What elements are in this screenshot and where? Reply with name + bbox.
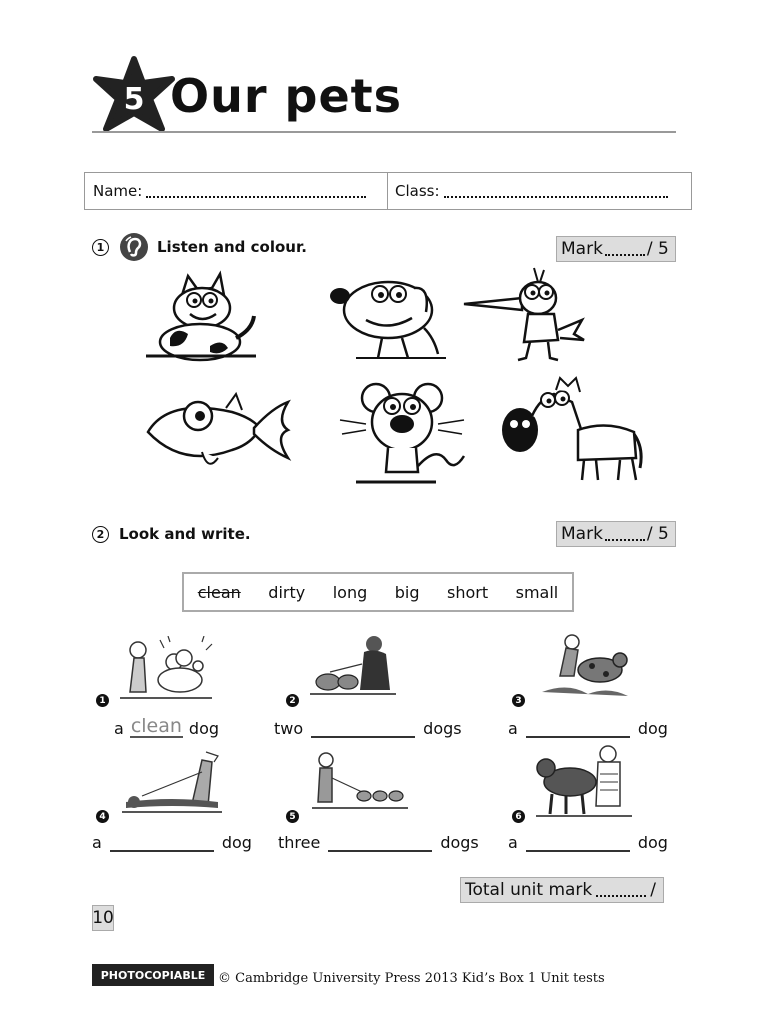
mark-total: / 5 xyxy=(646,524,669,544)
exercise-5-sentence xyxy=(278,832,479,852)
exercise-word: a xyxy=(508,719,518,738)
star-badge-icon xyxy=(92,55,176,135)
total-label: Total unit mark xyxy=(465,880,593,900)
exercise-word: a xyxy=(114,719,124,738)
copyright-text: © Cambridge University Press 2013 Kid’s Box 1 Unit tests xyxy=(218,971,605,986)
page-title: Our pets xyxy=(170,69,403,123)
exercise-3-sentence xyxy=(508,718,668,738)
section-1-heading xyxy=(92,232,307,262)
total-dotted-line[interactable] xyxy=(596,883,646,897)
dog-picture[interactable] xyxy=(326,268,452,364)
exercise-4-sentence xyxy=(92,832,252,852)
exercise-word: two xyxy=(274,719,304,738)
exercise-1-number: 1 xyxy=(96,694,109,707)
word-bank-item: dirty xyxy=(268,582,306,602)
photocopiable-badge: PHOTOCOPIABLE xyxy=(92,964,214,986)
exercise-2-number: 2 xyxy=(286,694,299,707)
exercise-1-sentence xyxy=(114,716,219,738)
word-bank-item: clean xyxy=(197,582,241,602)
exercise-4-blank[interactable] xyxy=(110,832,214,852)
clean-dog-picture xyxy=(118,636,214,704)
mark-total: / 5 xyxy=(646,239,669,259)
exercise-word: three xyxy=(278,833,321,852)
exercise-4-number: 4 xyxy=(96,810,109,823)
exercise-5-blank[interactable] xyxy=(328,832,432,852)
exercise-3-blank[interactable] xyxy=(526,718,630,738)
exercise-word: a xyxy=(508,833,518,852)
info-divider xyxy=(387,173,388,209)
section-2-heading xyxy=(92,525,251,543)
exercise-word: dogs xyxy=(423,719,462,738)
unit-number: 5 xyxy=(123,82,145,117)
name-field[interactable] xyxy=(93,173,366,209)
exercise-3-number: 3 xyxy=(512,694,525,707)
mark-dotted-line[interactable] xyxy=(605,527,645,541)
big-dog-picture xyxy=(536,744,632,820)
title-divider xyxy=(92,131,676,133)
exercise-word: dog xyxy=(221,833,252,852)
exercise-word: dogs xyxy=(440,833,479,852)
total-slash: / xyxy=(650,880,656,900)
section-1-mark-box xyxy=(556,236,676,262)
section-2-number: 2 xyxy=(92,526,109,543)
exercise-6-blank[interactable] xyxy=(526,832,630,852)
section-1-number: 1 xyxy=(92,239,109,256)
two-dogs-picture xyxy=(310,634,398,698)
three-dogs-picture xyxy=(312,752,408,812)
section-2-mark-box xyxy=(556,521,676,547)
exercise-6-number: 6 xyxy=(512,810,525,823)
word-bank xyxy=(182,572,574,612)
section-1-instruction: Listen and colour. xyxy=(157,238,307,256)
exercise-6-sentence xyxy=(508,832,668,852)
mark-dotted-line[interactable] xyxy=(605,242,645,256)
mark-label: Mark xyxy=(561,239,603,259)
mark-label: Mark xyxy=(561,524,603,544)
class-dotted-line[interactable] xyxy=(444,184,668,198)
word-bank-item: small xyxy=(515,582,559,602)
student-info-box xyxy=(84,172,692,210)
section-2-instruction: Look and write. xyxy=(119,525,251,543)
exercise-2-sentence xyxy=(274,718,462,738)
class-label: Class: xyxy=(395,182,440,200)
exercise-word: dog xyxy=(188,719,220,738)
bird-picture[interactable] xyxy=(462,264,588,364)
class-field[interactable] xyxy=(395,173,668,209)
word-bank-item: short xyxy=(447,582,489,602)
exercise-5-number: 5 xyxy=(286,810,299,823)
exercise-word: dog xyxy=(637,719,668,738)
exercise-word: dog xyxy=(637,833,668,852)
total-unit-mark-box xyxy=(460,877,664,903)
cat-picture[interactable] xyxy=(140,268,262,364)
total-out-of: 10 xyxy=(92,905,114,931)
listen-ear-icon xyxy=(119,232,149,262)
fish-picture[interactable] xyxy=(142,388,292,478)
horse-picture[interactable] xyxy=(496,372,648,484)
mouse-picture[interactable] xyxy=(336,376,468,488)
word-bank-item: long xyxy=(332,582,368,602)
exercise-1-answer[interactable]: clean xyxy=(130,715,182,737)
name-dotted-line[interactable] xyxy=(146,184,366,198)
long-dog-picture xyxy=(122,748,222,820)
word-bank-item: big xyxy=(394,582,420,602)
dirty-dog-picture xyxy=(538,632,632,704)
page-title-block xyxy=(92,55,676,135)
name-label: Name: xyxy=(93,182,143,200)
exercise-2-blank[interactable] xyxy=(311,718,415,738)
exercise-word: a xyxy=(92,833,102,852)
